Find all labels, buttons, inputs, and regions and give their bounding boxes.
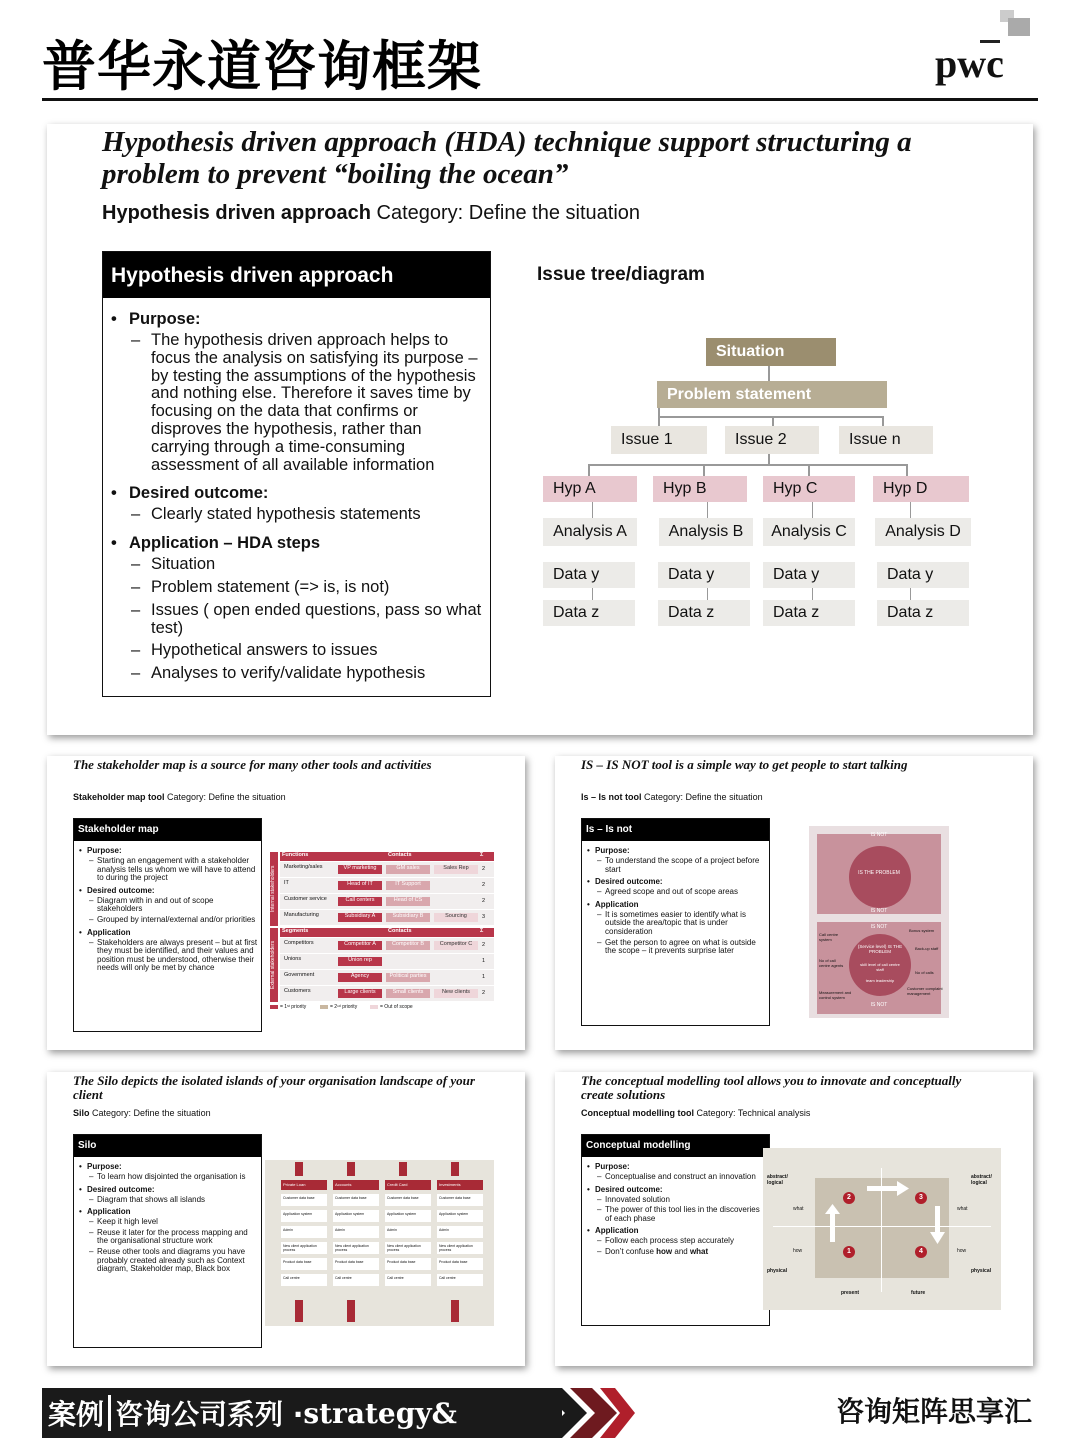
row-count: 3 [482,914,486,920]
concept-diagram [763,1148,1001,1310]
contact-cell: IT Support [386,881,430,890]
row-label: Competitors [284,940,314,946]
contact-cell: Political parties [386,973,430,982]
isnot-box-title: Is – Is not [582,819,769,841]
silo-cell: Admin [281,1226,327,1238]
step-badge: 2 [843,1192,855,1204]
analysis-node: Analysis A [543,518,637,546]
concept-box-title: Conceptual modelling [582,1135,769,1157]
concept-subtitle: Conceptual modelling tool Category: Technical analysis [581,1108,811,1118]
hyp-node: Hyp D [873,476,969,502]
table-header-cell: Contacts [388,928,412,934]
issue-tree-title: Issue tree/diagram [537,264,705,285]
legend-swatch [270,1005,278,1009]
hyp-node: Hyp B [653,476,747,502]
purpose-text: – Starting an engagement with a stakeholder analysis tells us whom we will have to attend to during the project [77,857,258,883]
diagram-label: Call centre system [819,932,839,942]
analysis-node: Analysis C [763,518,855,546]
application-item: – Reuse it later for the process mapping and the organisational structure work [77,1229,258,1246]
step-item: – Situation [109,556,484,574]
outcome-item: – Diagram that shows all islands [77,1196,258,1205]
hyp-node: Hyp C [763,476,855,502]
silo-column-header: Credit Card [385,1180,431,1190]
contact-cell: GM sales [386,865,430,874]
diagram-label: Bonus system [909,928,935,933]
silo-subtitle: Silo Category: Define the situation [73,1108,211,1118]
row-count: 2 [482,990,486,996]
axis-label: how [793,1248,803,1254]
contact-cell: Sales Rep [434,865,478,874]
stakeholder-box-title: Stakeholder map [74,819,261,841]
application-item: – Follow each process step accurately [585,1237,766,1246]
header-divider [42,98,1038,101]
row-count: 2 [482,942,486,948]
isnot-subtitle: Is – Is not tool Category: Define the situation [581,792,763,802]
row-label: IT [284,880,289,886]
row-count: 2 [482,898,486,904]
diagram-label: No of calls [915,970,934,975]
application-label: • Application [585,900,766,909]
silo-cell: Admin [333,1226,379,1238]
contact-cell: New clients [434,989,478,998]
footer-series: 咨询公司系列 · [115,1398,304,1431]
silo-cell: Application system [281,1210,327,1222]
outcome-item: – Agreed scope and out of scope areas [585,888,766,897]
outcome-item: – Diagram with in and out of scope stakeholders [77,897,258,914]
silo-column-header: Accounts [333,1180,379,1190]
axis-label: what [957,1206,968,1212]
isnot-label: IS NOT [870,1002,888,1008]
silo-column-header: Investments [437,1180,483,1190]
footer-brand: 咨询矩阵思享汇 [836,1395,1033,1428]
outcome-label: • Desired outcome: [585,1185,766,1194]
row-count: 2 [482,882,486,888]
silo-box-title: Silo [74,1135,261,1157]
axis-label: abstract/ logical [767,1174,788,1186]
silo-column-header: Private Loan [281,1180,327,1190]
silo-cell: Application system [437,1210,483,1222]
main-slide-subtitle: Hypothesis driven approach Category: Define the situation [102,202,641,224]
row-label: Government [284,972,315,978]
application-item: – Reuse other tools and diagrams you have probably created already such as Context diagram, Stakeholder map, Black box [77,1248,258,1274]
isnot-slide [555,756,1033,1050]
contact-cell: Large clients [338,989,382,998]
application-item: – Keep it high level [77,1218,258,1227]
purpose-text: – Conceptualise and construct an innovation [585,1173,766,1182]
legend-label: = 2ⁿᵈ priority [330,1004,358,1010]
purpose-label: • Purpose: [77,846,258,855]
isnot-box [581,818,770,1026]
analysis-node: Analysis D [875,518,971,546]
silo-diagram [265,1160,494,1326]
axis-label: future [911,1290,926,1296]
purpose-label: • Purpose: [585,846,766,855]
silo-cell: New client application process [437,1242,483,1254]
outcome-item: – The power of this tool lies in the discoveries of each phase [585,1206,766,1223]
step-badge: 1 [843,1246,855,1258]
outcome-label: • Desired outcome: [77,1185,258,1194]
silo-cell: New client application process [281,1242,327,1254]
application-item: – Don’t confuse how and what [585,1248,766,1257]
silo-cell: Product data base [385,1258,431,1270]
silo-cell: Customer data base [385,1194,431,1206]
contact-cell: Call centers [338,897,382,906]
application-item: – Stakeholders are always present – but at first they must be identified, and their values and position must be understood, otherwise their needs will only be met by chance [77,939,258,973]
hda-box-title: Hypothesis driven approach [103,252,490,298]
purpose-label: • Purpose: [77,1162,258,1171]
concept-arrows [763,1148,1001,1310]
footer-case: 案例 [48,1398,105,1431]
arrow-down-icon [347,1162,355,1176]
axis-label: what [793,1206,804,1212]
isnot-label: IS NOT [870,924,888,930]
row-count: 1 [482,974,486,980]
row-label: Marketing/sales [284,864,323,870]
issue-node: Issue n [839,426,933,454]
axis-label: how [957,1248,967,1254]
row-label: Customer service [284,896,327,902]
table-header-cell: Σ [480,852,484,858]
main-slide [47,124,1033,735]
axis-label: physical [767,1268,788,1274]
isproblem-label: IS THE PROBLEM [858,870,900,876]
issue-node: Issue 2 [725,426,819,454]
chevron-arrows-icon [540,1388,640,1438]
hda-box [102,251,491,697]
legend-swatch [320,1005,328,1009]
footer-banner [42,1388,562,1438]
row-count: 2 [482,866,486,872]
silo-cell: Call centre [333,1274,379,1286]
arrow-down-icon [451,1162,459,1176]
silo-cell: Call centre [281,1274,327,1286]
silo-title: The Silo depicts the isolated islands of your organisation landscape of your client [73,1073,475,1102]
contact-cell: Sourcing [434,913,478,922]
diagram-label: skill level of call centre staff [860,962,900,972]
arrow-up-icon [347,1300,355,1322]
stakeholder-title: The stakeholder map is a source for many other tools and activities [73,757,432,772]
table-header-band [280,928,494,937]
application-item: – It is sometimes easier to identify what is outside the area/topic that is under consideration [585,911,766,937]
data-z-node: Data z [543,600,635,626]
diagram-label: team leadership [865,978,895,983]
silo-cell: Admin [385,1226,431,1238]
footer-strategy: strategy& [303,1396,457,1430]
row-label: Customers [284,988,311,994]
contact-cell: Competitor C [434,941,478,950]
row-label: Manufacturing [284,912,319,918]
application-item: – Get the person to agree on what is outside the scope – it prevents surprise later [585,939,766,956]
silo-cell: Product data base [281,1258,327,1270]
page-title: 普华永道咨询框架 [42,35,482,98]
isnot-title: IS – IS NOT tool is a simple way to get people to start talking [581,757,908,772]
silo-cell: Admin [437,1226,483,1238]
isproblem-label: (Service level) IS THE PROBLEM [857,944,903,954]
arrow-up-icon [451,1300,459,1322]
problem-statement-node: Problem statement [657,381,887,408]
contact-cell: Small clients [386,989,430,998]
concept-box [581,1134,770,1326]
diagram-label: Measurement and control system [819,990,852,1000]
data-y-node: Data y [763,562,855,588]
stakeholder-subtitle: Stakeholder map tool Category: Define the situation [73,792,286,802]
data-z-node: Data z [877,600,969,626]
arrow-down-icon [295,1162,303,1176]
table-header-cell: Contacts [388,852,412,858]
application-label: • Application [77,928,258,937]
pwc-logo: pwc [935,41,1004,86]
purpose-text: – To understand the scope of a project before start [585,857,766,874]
diagram-label: No of call centre agents [819,958,844,968]
application-label: • Application [585,1226,766,1235]
silo-cell: Customer data base [333,1194,379,1206]
silo-box [73,1134,262,1348]
outcome-item: – Innovated solution [585,1196,766,1205]
table-header-cell: Σ [480,928,484,934]
analysis-node: Analysis B [659,518,753,546]
issue-node: Issue 1 [611,426,707,454]
contact-cell: Head of CS [386,897,430,906]
problem-circle [849,846,911,908]
silo-cell: Customer data base [437,1194,483,1206]
outcome-item: – Grouped by internal/external and/or priorities [77,916,258,925]
outcome-label: • Desired outcome: [77,886,258,895]
table-header-cell: Segments [282,928,309,934]
stakeholder-box [73,818,262,1032]
silo-cell: Application system [333,1210,379,1222]
concept-title: The conceptual modelling tool allows you to innovate and conceptually create solutions [581,1073,962,1102]
isnot-label: IS NOT [870,908,888,914]
legend-swatch [370,1005,378,1009]
arrow-up-icon [295,1300,303,1322]
contact-cell: Union rep [338,957,382,966]
contact-cell: Competitor B [386,941,430,950]
contact-cell: Agency [338,973,382,982]
data-y-node: Data y [543,562,635,588]
contact-cell: Competitor A [338,941,382,950]
axis-label: abstract/ logical [971,1174,992,1186]
contact-cell: Subsidiary A [338,913,382,922]
step-item: – Problem statement (=> is, is not) [109,579,484,597]
silo-cell: Customer data base [281,1194,327,1206]
row-label: Unions [284,956,302,962]
silo-cell: Product data base [333,1258,379,1270]
data-z-node: Data z [658,600,750,626]
legend-label: = Out of scope [380,1004,413,1010]
axis-label: present [841,1290,860,1296]
external-label: External stakeholders [270,928,278,1002]
hyp-node: Hyp A [543,476,637,502]
step-item: – Hypothetical answers to issues [109,642,484,660]
silo-cell: Call centre [385,1274,431,1286]
outcome-label: • Desired outcome: [585,877,766,886]
diagram-label: Back-up staff [915,946,939,951]
purpose-text: – To learn how disjointed the organisation is [77,1173,258,1182]
purpose-text: – The hypothesis driven approach helps to focus the analysis on satisfying its purpose – by testing the assumptions of the hypothesis and nothing else. Therefore it saves time by focusing on the data that confirms or disproves the hypothesis, rather than carrying through a time-consuming assessment of all available information [109,332,484,474]
data-z-node: Data z [763,600,855,626]
step-item: – Issues ( open ended questions, pass so what test) [109,602,484,638]
contact-cell: Subsidiary B [386,913,430,922]
silo-cell: Call centre [437,1274,483,1286]
contact-cell: Head of IT [338,881,382,890]
outcome-text: – Clearly stated hypothesis statements [109,506,484,524]
arrow-down-icon [399,1162,407,1176]
outcome-label: • Desired outcome: [109,484,484,503]
silo-slide [47,1072,525,1366]
silo-cell: New client application process [385,1242,431,1254]
footer-separator [108,1395,111,1431]
table-header-cell: Functions [282,852,309,858]
diagram-label: Customer complaint management [907,986,943,996]
silo-cell: New client application process [333,1242,379,1254]
step-badge: 3 [915,1192,927,1204]
silo-cell: Application system [385,1210,431,1222]
step-badge: 4 [915,1246,927,1258]
isnot-diagram [809,826,949,1018]
internal-label: Internal stakeholders [270,852,278,926]
step-item: – Analyses to verify/validate hypothesis [109,665,484,683]
legend-label: = 1ˢᵗ priority [280,1004,307,1010]
application-label: • Application – HDA steps [109,534,484,553]
stakeholder-slide [47,756,525,1050]
situation-node: Situation [706,338,836,366]
data-y-node: Data y [658,562,750,588]
main-slide-title: Hypothesis driven approach (HDA) technique support structuring a problem to prevent “boiling the ocean” [102,126,912,190]
contact-cell: VP marketing [338,865,382,874]
purpose-label: • Purpose: [585,1162,766,1171]
axis-label: physical [971,1268,992,1274]
purpose-label: • Purpose: [109,310,484,329]
silo-cell: Product data base [437,1258,483,1270]
concept-slide [555,1072,1033,1366]
row-count: 1 [482,958,486,964]
isnot-label: IS NOT [870,832,888,838]
application-label: • Application [77,1207,258,1216]
table-header-band [280,852,494,861]
data-y-node: Data y [877,562,969,588]
stakeholder-table [270,852,494,1014]
